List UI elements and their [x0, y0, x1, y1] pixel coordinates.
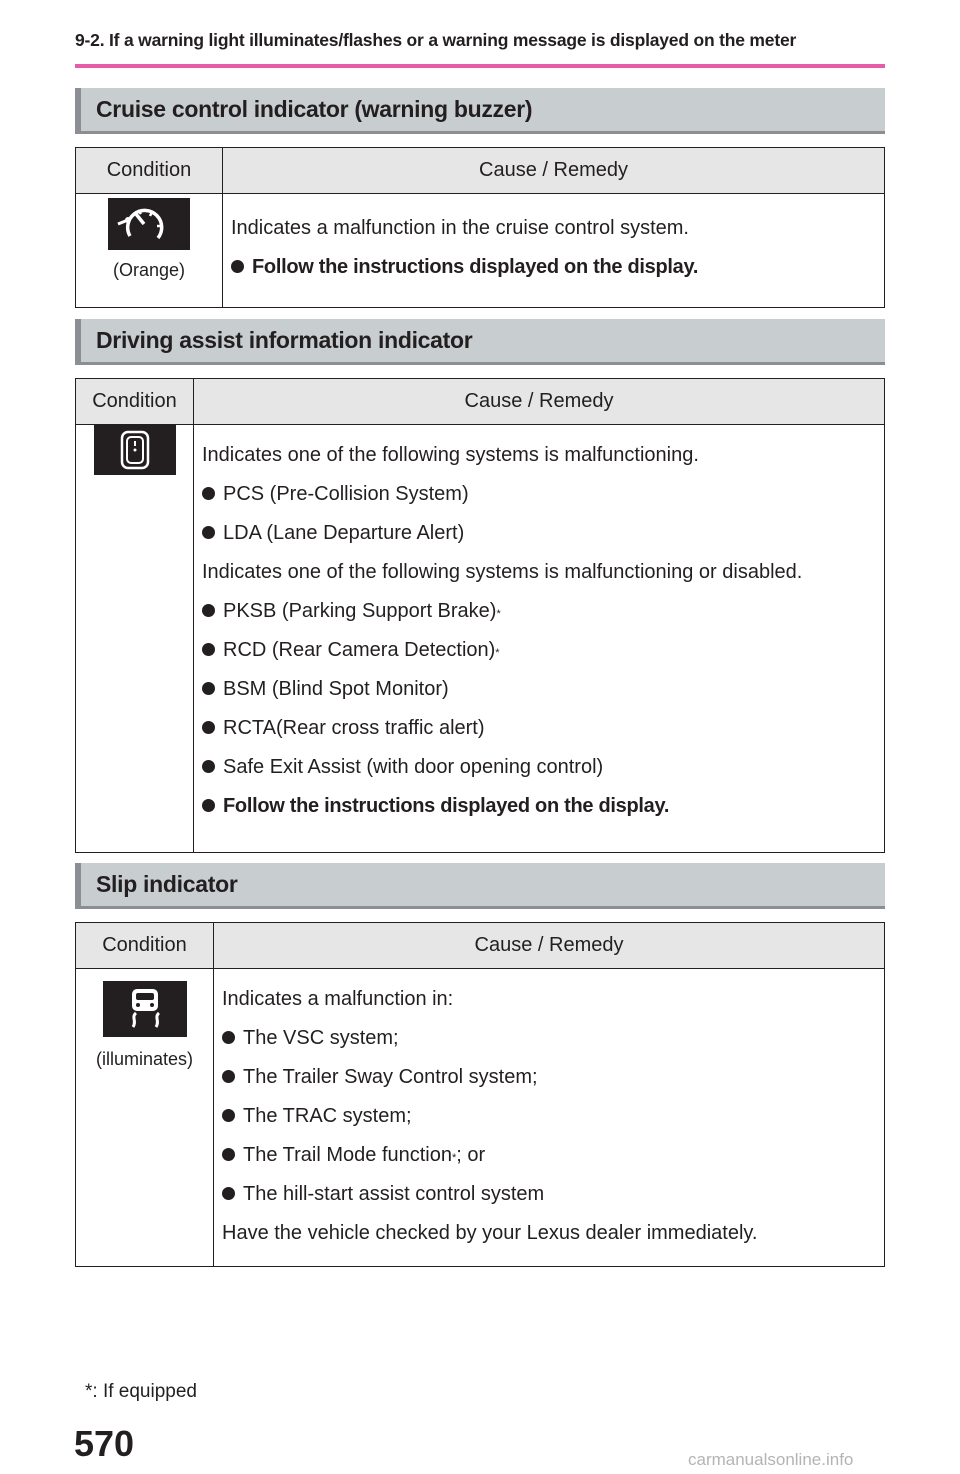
bullet-icon	[202, 760, 215, 773]
section-title-driving-assist: Driving assist information indicator	[75, 319, 885, 365]
bullet-icon	[222, 1109, 235, 1122]
list-item: Safe Exit Assist (with door opening control)	[202, 755, 874, 780]
condition-cell	[76, 425, 194, 853]
remedy-intro: Indicates one of the following systems is malfunctioning.	[202, 444, 699, 466]
condition-cell	[76, 194, 223, 308]
driving-assist-table	[75, 378, 885, 853]
list-item: RCTA(Rear cross traffic alert)	[202, 716, 874, 741]
remedy-intro: Indicates a malfunction in:	[222, 988, 454, 1010]
column-header-condition: Condition	[76, 379, 194, 425]
footnote-marker: *	[496, 608, 501, 620]
remedy-outro: Have the vehicle checked by your Lexus dealer immediately.	[222, 1222, 758, 1244]
remedy-intro: Indicates a malfunction in the cruise control system.	[231, 217, 689, 239]
bullet-icon	[222, 1187, 235, 1200]
footnote: *: If equipped	[85, 1381, 197, 1402]
watermark: carmanualsonline.info	[688, 1450, 854, 1469]
page-number: 570	[74, 1423, 135, 1464]
column-header-cause: Cause / Remedy	[223, 148, 885, 194]
header-rule	[75, 64, 885, 68]
bullet-icon	[202, 487, 215, 500]
bullet-icon	[222, 1031, 235, 1044]
list-item: PCS (Pre-Collision System)	[202, 482, 874, 507]
list-item: The TRAC system;	[222, 1104, 874, 1129]
list-item: The Trail Mode function * ; or	[222, 1143, 874, 1168]
list-item: The Trailer Sway Control system;	[222, 1065, 874, 1090]
column-header-cause: Cause / Remedy	[214, 923, 885, 969]
speedometer-icon	[108, 198, 190, 250]
list-item: The VSC system;	[222, 1026, 874, 1051]
bullet-icon	[202, 721, 215, 734]
column-header-condition: Condition	[76, 923, 214, 969]
list-item: Follow the instructions displayed on the display.	[231, 255, 874, 280]
bullet-icon	[222, 1148, 235, 1161]
list-item: LDA (Lane Departure Alert)	[202, 521, 874, 546]
remedy-cell	[214, 969, 885, 1267]
bullet-icon	[202, 526, 215, 539]
remedy-cell	[223, 194, 885, 308]
condition-cell	[76, 969, 214, 1267]
remedy-intro-2: Indicates one of the following systems is malfunctioning or disabled.	[202, 561, 803, 583]
color-caption: (Orange)	[112, 260, 186, 280]
bullet-icon	[202, 643, 215, 656]
skidding-car-icon	[103, 981, 187, 1037]
bullet-icon	[231, 260, 244, 273]
cruise-table	[75, 147, 885, 308]
footnote-marker: *	[495, 647, 500, 659]
slip-table	[75, 922, 885, 1267]
section-title-slip: Slip indicator	[75, 863, 885, 909]
column-header-cause: Cause / Remedy	[194, 379, 885, 425]
bullet-icon	[202, 604, 215, 617]
vehicle-assist-icon	[94, 425, 176, 475]
list-item: The hill-start assist control system	[222, 1182, 874, 1207]
list-item: RCD (Rear Camera Detection) *	[202, 638, 874, 663]
bullet-icon	[202, 682, 215, 695]
bullet-icon	[222, 1070, 235, 1083]
remedy-cell	[194, 425, 885, 853]
section-title-cruise: Cruise control indicator (warning buzzer)	[75, 88, 885, 134]
list-item: BSM (Blind Spot Monitor)	[202, 677, 874, 702]
page-header: 9-2. If a warning light illuminates/flashes or a warning message is displayed on the meter	[75, 30, 797, 50]
bullet-icon	[202, 799, 215, 812]
column-header-condition: Condition	[76, 148, 223, 194]
list-item: Follow the instructions displayed on the display.	[202, 794, 874, 819]
footnote-marker: *	[452, 1152, 457, 1164]
list-item: PKSB (Parking Support Brake) *	[202, 599, 874, 624]
state-caption: (illuminates)	[95, 1049, 194, 1069]
